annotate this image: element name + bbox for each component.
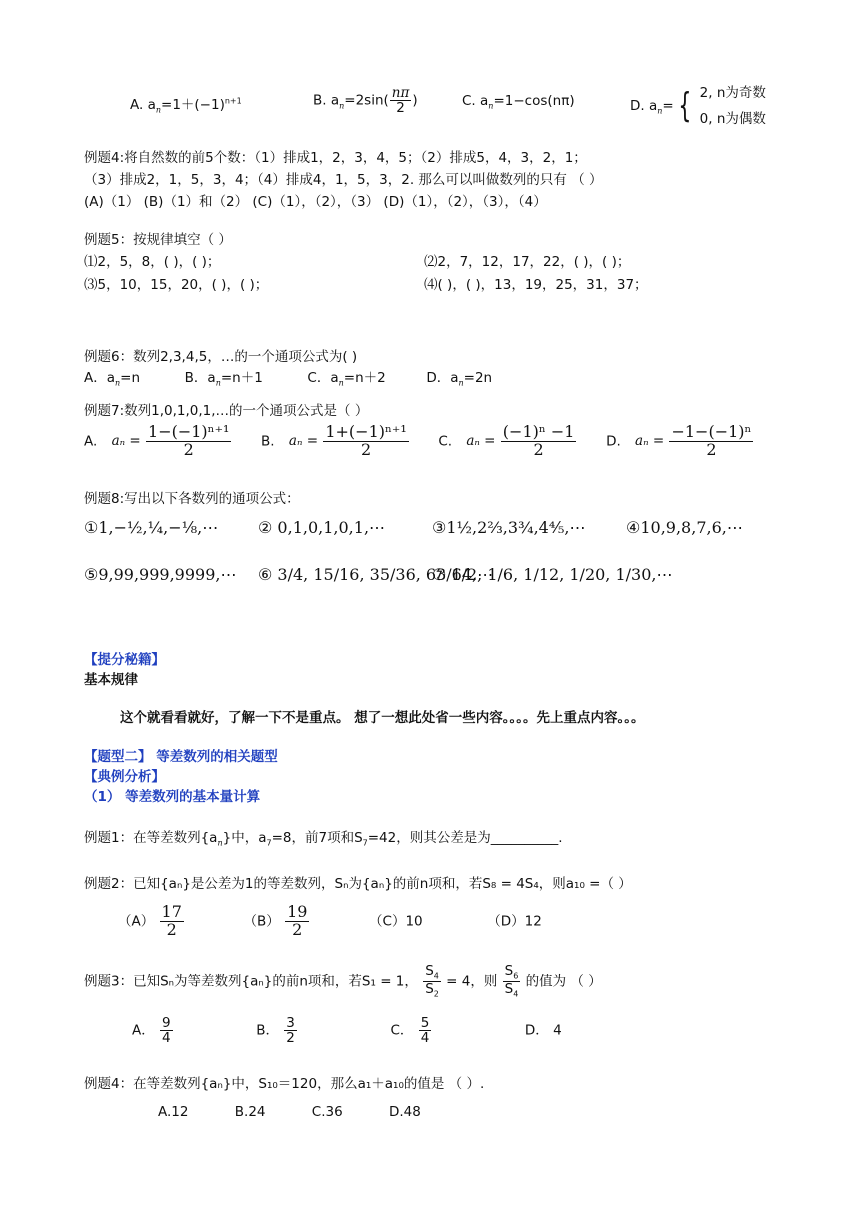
section2-sub1: （1） 等差数列的基本量计算 [84, 789, 261, 805]
ex5-part3: ⑶5，10，15，20，( )，( )； [84, 277, 269, 293]
option-c: C. $a_n=1-\cos(n\pi)$ [462, 93, 575, 111]
ex5-part4: ⑷( )，( )，13，19，25，31，37； [424, 277, 648, 293]
ex6-title: 例题6：数列2,3,4,5，…的一个通项公式为( ) [84, 349, 358, 365]
tips-note: 这个就看看就好，了解一下不是重点。 想了一想此处省一些内容。。。。先上重点内容。。。 [120, 710, 645, 726]
tips-subheading: 基本规律 [84, 672, 138, 688]
ex5-title: 例题5：按规律填空（ ） [84, 232, 232, 248]
ex4-line1: 例题4:将自然数的前5个数：（1）排成1，2，3，4，5；（2）排成5，4，3，2，1； [84, 150, 587, 166]
ex4-line2: （3）排成2，1，5，3，4；（4）排成4，1，5，3，2. 那么可以叫做数列的只有 （ ） [84, 172, 603, 188]
case-odd: 2, n为奇数 [699, 85, 766, 101]
ex7-options: A. aₙ = $\frac{\text{1−(−1)ⁿ⁺¹}}{2}$ B. aₙ = $\frac{\text{1+(−1)ⁿ⁺¹}}{2}$ C. aₙ = $\frac{\text{(−1)ⁿ −1}}{2}$ D. aₙ = $\frac{\text{−1−(−1)ⁿ}}{2}$ [84, 422, 752, 459]
ex8-seq2: ② 0,1,0,1,0,1,⋯ [258, 518, 386, 537]
ex8-seq5: ⑤9,99,999,9999,⋯ [84, 565, 237, 584]
section2-analysis: 【典例分析】 [84, 769, 165, 785]
ex7-title: 例题7:数列1,0,1,0,1,…的一个通项公式是（ ） [84, 403, 369, 419]
option-a: A. $a_n=1+(-1)^{n+1}$ [130, 96, 242, 115]
ex8-seq7: ⑦ 1/2, 1/6, 1/12, 1/20, 1/30,⋯ [432, 565, 673, 584]
ex5-part1: ⑴2，5，8，( )，( )； [84, 254, 221, 270]
ex8-seq6: ⑥ 3/4, 15/16, 35/36, 63/64,⋯ [258, 565, 494, 584]
ex8-seq1: ①1,−½,¼,−⅛,⋯ [84, 518, 219, 537]
option-d: D. $a_n=$ { 2, n为奇数 0, n为偶数 [630, 85, 766, 127]
example3-options: A． $\frac{9}{4}$ B． $\frac{3}{2}$ C． $\frac{5}{4}$ D． 4 [132, 1015, 562, 1047]
example1: 例题1：在等差数列$\{a_n\}$中，$a_7=8$，前7项和$S_7=42$，则其公差是为__________. [84, 830, 563, 848]
ex6-options: A．$a_n=n$ B．$a_n=n+1$ C．$a_n=n+2$ D．$a_n=2n$ [84, 370, 493, 388]
section2-header: 【题型二】 等差数列的相关题型 [84, 749, 278, 765]
example2-options: （A） $\frac{17}{2}$ （B） $\frac{19}{2}$ （C）10 （D）12 [118, 902, 542, 939]
ex4-options: (A)（1） (B)（1）和（2） (C)（1），（2），（3） (D)（1），（2），（3），（4） [84, 194, 547, 210]
example2: 例题2：已知{aₙ}是公差为1的等差数列，Sₙ为{aₙ}的前n项和，若S₈ = 4S₄，则a₁₀ =（ ） [84, 876, 632, 892]
ex8-seq4: ④10,9,8,7,6,⋯ [626, 518, 743, 537]
option-b: B. $a_n=2\sin$( $\frac{n\pi}{2}$ ) [313, 85, 418, 117]
example4-options: A.12 B.24 C.36 D.48 [158, 1104, 421, 1120]
ex5-part2: ⑵2，7，12，17，22，( )，( )； [424, 254, 631, 270]
answer-blank: __________ [490, 830, 559, 846]
case-even: 0, n为偶数 [699, 111, 766, 127]
example4: 例题4：在等差数列{aₙ}中，S₁₀＝120，那么a₁＋a₁₀的值是 （ ）. [84, 1076, 485, 1092]
ex8-title: 例题8:写出以下各数列的通项公式： [84, 491, 300, 507]
tips-header: 【提分秘籍】 [84, 652, 165, 668]
example3: 例题3：已知Sₙ为等差数列{aₙ}的前n项和，若S₁ = 1， $\frac{S_4}{S_2}$ = 4，则 $\frac{S_6}{S_4}$ 的值为 （ ） [84, 963, 602, 999]
ex8-seq3: ③1½,2⅔,3¾,4⅘,⋯ [432, 518, 586, 537]
